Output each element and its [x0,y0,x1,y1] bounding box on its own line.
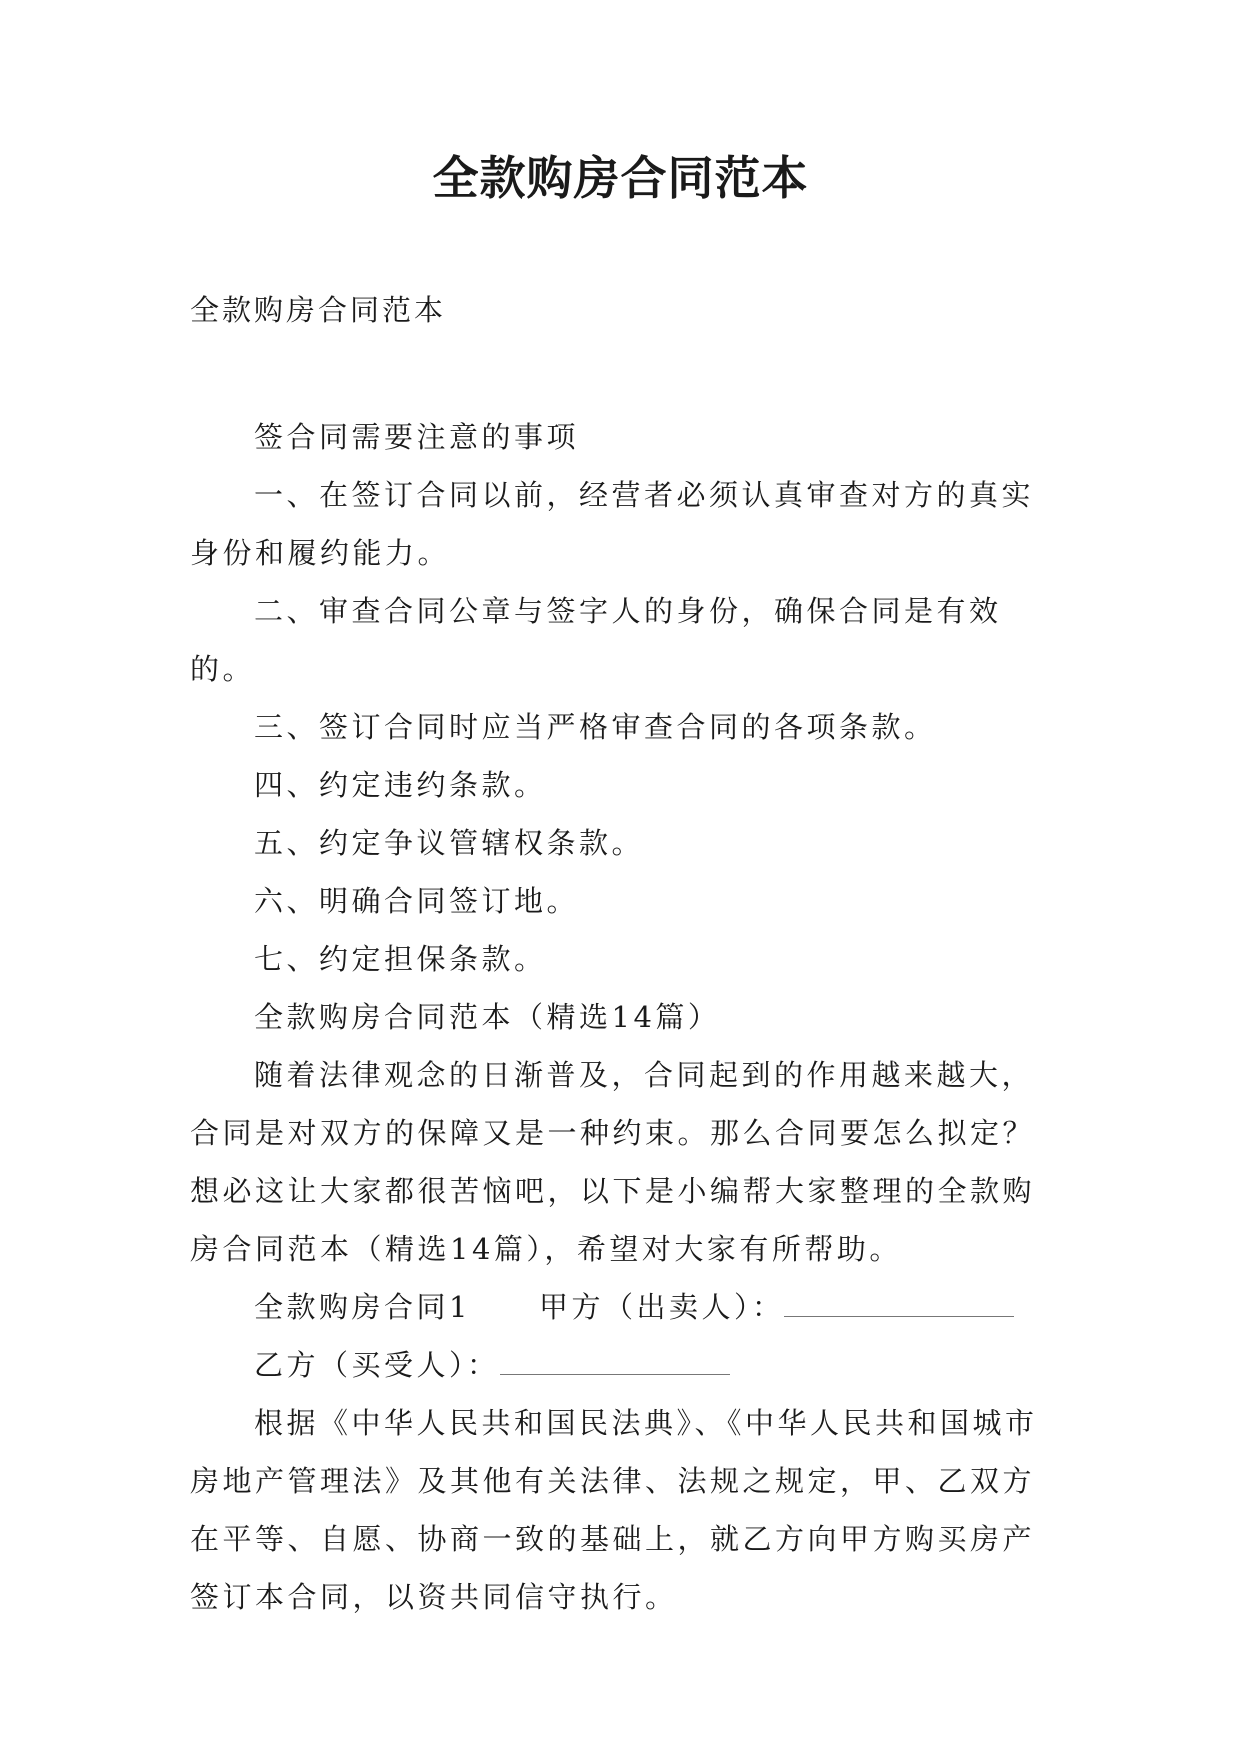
paragraph-closing: 根据《中华人民共和国民法典》、《中华人民共和国城市房地产管理法》及其他有关法律、法规之规定，甲、乙双方在平等、自愿、协商一致的基础上，就乙方向甲方购买房产签订本合同，以资共同信守执行。 [190,1406,1038,1614]
document-body [190,408,1054,1626]
party-a-blank [784,1282,1014,1317]
document-title: 全款购房合同范本 [432,151,809,205]
paragraph-item-2: 二、审查合同公章与签字人的身份，确保合同是有效的。 [190,594,1002,686]
party-b-blank [500,1340,730,1375]
party-b-label: 乙方（买受人）： [254,1348,500,1382]
party-a-label: 甲方（出卖人）： [538,1290,785,1324]
paragraph-item-5: 五、约定争议管辖权条款。 [254,826,645,860]
contract-heading-line [190,1278,1054,1336]
paragraph-item-7: 七、约定担保条款。 [254,942,547,976]
paragraph-selection-heading: 全款购房合同范本（精选14篇） [254,1000,721,1034]
paragraph-item-4: 四、约定违约条款。 [254,768,547,802]
party-b-line [190,1336,1054,1394]
contract-heading: 全款购房合同1 [254,1290,471,1324]
paragraph-item-3: 三、签订合同时应当严格审查合同的各项条款。 [254,710,937,744]
document-subtitle: 全款购房合同范本 [190,293,447,327]
paragraph-item-6: 六、明确合同签订地。 [254,884,580,918]
paragraph-item-1: 一、在签订合同以前，经营者必须认真审查对方的真实身份和履约能力。 [190,478,1035,570]
paragraph-notes-heading: 签合同需要注意的事项 [254,420,580,454]
paragraph-intro: 随着法律观念的日渐普及，合同起到的作用越来越大，合同是对双方的保障又是一种约束。那么合同要怎么拟定？想必这让大家都很苦恼吧，以下是小编帮大家整理的全款购房合同范本（精选14篇），希望对大家有所帮助。 [190,1058,1036,1266]
